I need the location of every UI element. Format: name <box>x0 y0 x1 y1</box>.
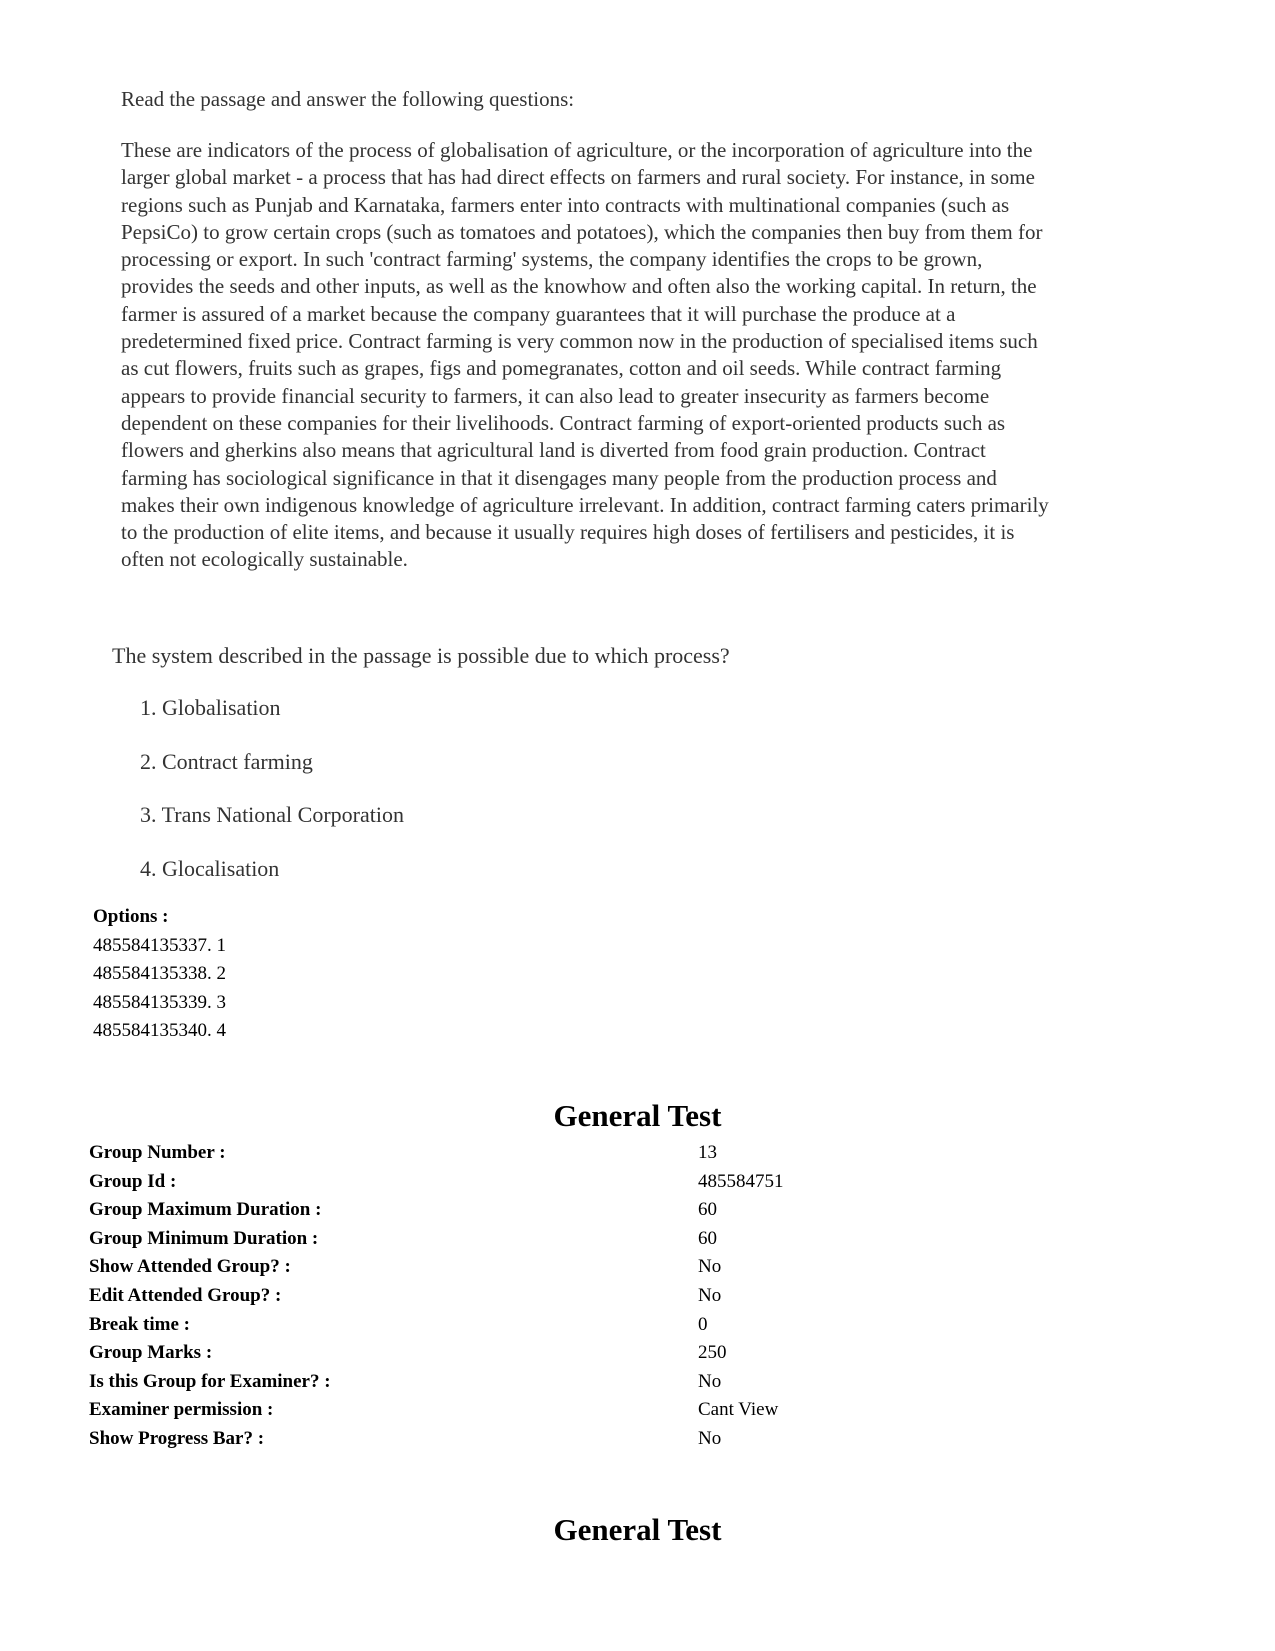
passage-line: regions such as Punjab and Karnataka, farmers enter into contracts with multinational companies (such as <box>121 192 1010 217</box>
passage-text <box>121 137 1181 574</box>
section-title: General Test <box>553 1098 722 1133</box>
choice-1: 1. Globalisation <box>140 695 281 720</box>
option-item: 485584135338. 2 <box>93 963 226 984</box>
passage-line: to the production of elite items, and because it usually requires high doses of fertilisers and pesticides, it is <box>121 520 1015 545</box>
option-item: 485584135339. 3 <box>93 991 226 1013</box>
group-info-value: No <box>698 1427 722 1449</box>
passage-line: PepsiCo) to grow certain crops (such as tomatoes and potatoes), which the companies then buy from them for <box>121 219 1043 244</box>
group-info-label: Show Progress Bar? : <box>89 1427 265 1449</box>
group-info-value: 0 <box>698 1313 708 1335</box>
choice-2: 2. Contract farming <box>140 749 313 774</box>
group-info-value: No <box>698 1256 722 1278</box>
option-item: 485584135340. 4 <box>93 1020 226 1041</box>
passage-line: as cut flowers, fruits such as grapes, figs and pomegranates, cotton and oil seeds. While contract farming <box>121 356 1002 381</box>
choice-4: 4. Glocalisation <box>140 856 280 881</box>
group-info-label: Break time : <box>89 1313 190 1335</box>
passage-line: flowers and gherkins also means that agricultural land is diverted from food grain production. Contract <box>121 438 986 463</box>
group-info-value: 13 <box>698 1142 717 1163</box>
passage-line: provides the seeds and other inputs, as well as the knowhow and often also the working capital. In return, the <box>121 274 1037 299</box>
question-text: The system described in the passage is possible due to which process? <box>112 643 730 668</box>
group-info-label: Group Minimum Duration : <box>89 1227 319 1249</box>
passage-line: These are indicators of the process of globalisation of agriculture, or the incorporation of agriculture into the <box>121 138 1033 162</box>
group-info-value: 60 <box>698 1227 717 1249</box>
group-info-label: Is this Group for Examiner? : <box>89 1370 331 1392</box>
group-info-label: Show Attended Group? : <box>89 1256 291 1278</box>
group-info-label: Group Number : <box>89 1142 226 1163</box>
option-item: 485584135337. 1 <box>93 934 226 956</box>
passage-line: processing or export. In such 'contract farming' systems, the company identifies the crops to be grown, <box>121 247 983 272</box>
group-info-label: Edit Attended Group? : <box>89 1284 282 1306</box>
passage-line: often not ecologically sustainable. <box>121 547 408 572</box>
passage-instruction: Read the passage and answer the following questions: <box>121 87 575 111</box>
passage-line: farming has sociological significance in that it disengages many people from the production process and <box>121 465 997 490</box>
group-info-value: No <box>698 1284 722 1306</box>
group-info-label: Group Maximum Duration : <box>89 1199 322 1221</box>
group-info-value: 485584751 <box>698 1170 784 1192</box>
group-info-label: Examiner permission : <box>89 1399 274 1421</box>
passage-line: larger global market - a process that has had direct effects on farmers and rural society. For instance, in some <box>121 165 1035 190</box>
passage-line: dependent on these companies for their livelihoods. Contract farming of export-oriented products such as <box>121 410 1006 435</box>
choice-3: 3. Trans National Corporation <box>140 802 404 827</box>
group-info-value: 60 <box>698 1199 717 1221</box>
passage-line: appears to provide financial security to farmers, it can also lead to greater insecurity as farmers become <box>121 383 990 408</box>
passage-line: makes their own indigenous knowledge of agriculture irrelevant. In addition, contract farming caters primarily <box>121 492 1049 517</box>
group-info-label: Group Id : <box>89 1170 177 1192</box>
passage-line: predetermined fixed price. Contract farming is very common now in the production of specialised items such <box>121 329 1038 354</box>
options-heading: Options : <box>93 906 169 927</box>
group-info-value: 250 <box>698 1342 727 1364</box>
group-info-value: No <box>698 1370 722 1392</box>
group-info-label: Group Marks : <box>89 1342 213 1364</box>
options-list <box>93 903 226 1046</box>
next-section-title: General Test <box>553 1512 722 1547</box>
passage-line: farmer is assured of a market because the company guarantees that it will purchase the produce at a <box>121 301 956 326</box>
group-info-value: Cant View <box>698 1399 779 1421</box>
